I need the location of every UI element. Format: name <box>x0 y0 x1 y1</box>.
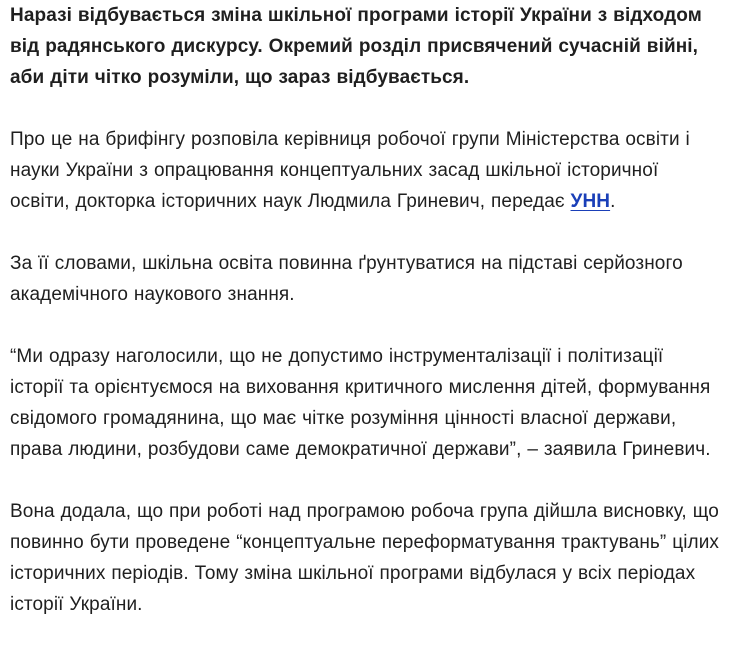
article-paragraph: За її словами, шкільна освіта повинна ґрунтуватися на підставі серйозного академічного наукового знання. <box>10 253 683 305</box>
article-lead: Наразі відбувається зміна шкільної програми історії України з відходом від радянського дискурсу. Окремий розділ присвячений сучасній війні, аби діти чітко розуміли, що зараз відбувається. <box>10 5 702 88</box>
article-quote-paragraph: “Ми одразу наголосили, що не допустимо інструменталізації і політизації історії та орієнтуємося на виховання критичного мислення дітей, формування свідомого громадянина, що має чітке розуміння цінності власної держави, права людини, розбудови саме демократичної держави”, – заявила Гриневич. <box>10 346 711 460</box>
paragraph-text: Про це на брифінгу розповіла керівниця робочої групи Міністерства освіти і науки України з опрацювання концептуальних засад шкільної історичної освіти, докторка історичних наук Людмила Гриневич, передає <box>10 129 690 212</box>
source-link-unn[interactable]: УНН <box>570 191 611 212</box>
article-paragraph-source <box>10 124 720 217</box>
article-paragraph: Вона додала, що при роботі над програмою робоча група дійшла висновку, що повинно бути проведене “концептуальне переформатування трактувань” цілих історичних періодів. Тому зміна шкільної програми відбулася у всіх періодах історії України. <box>10 501 720 615</box>
paragraph-text-end: . <box>610 191 616 212</box>
